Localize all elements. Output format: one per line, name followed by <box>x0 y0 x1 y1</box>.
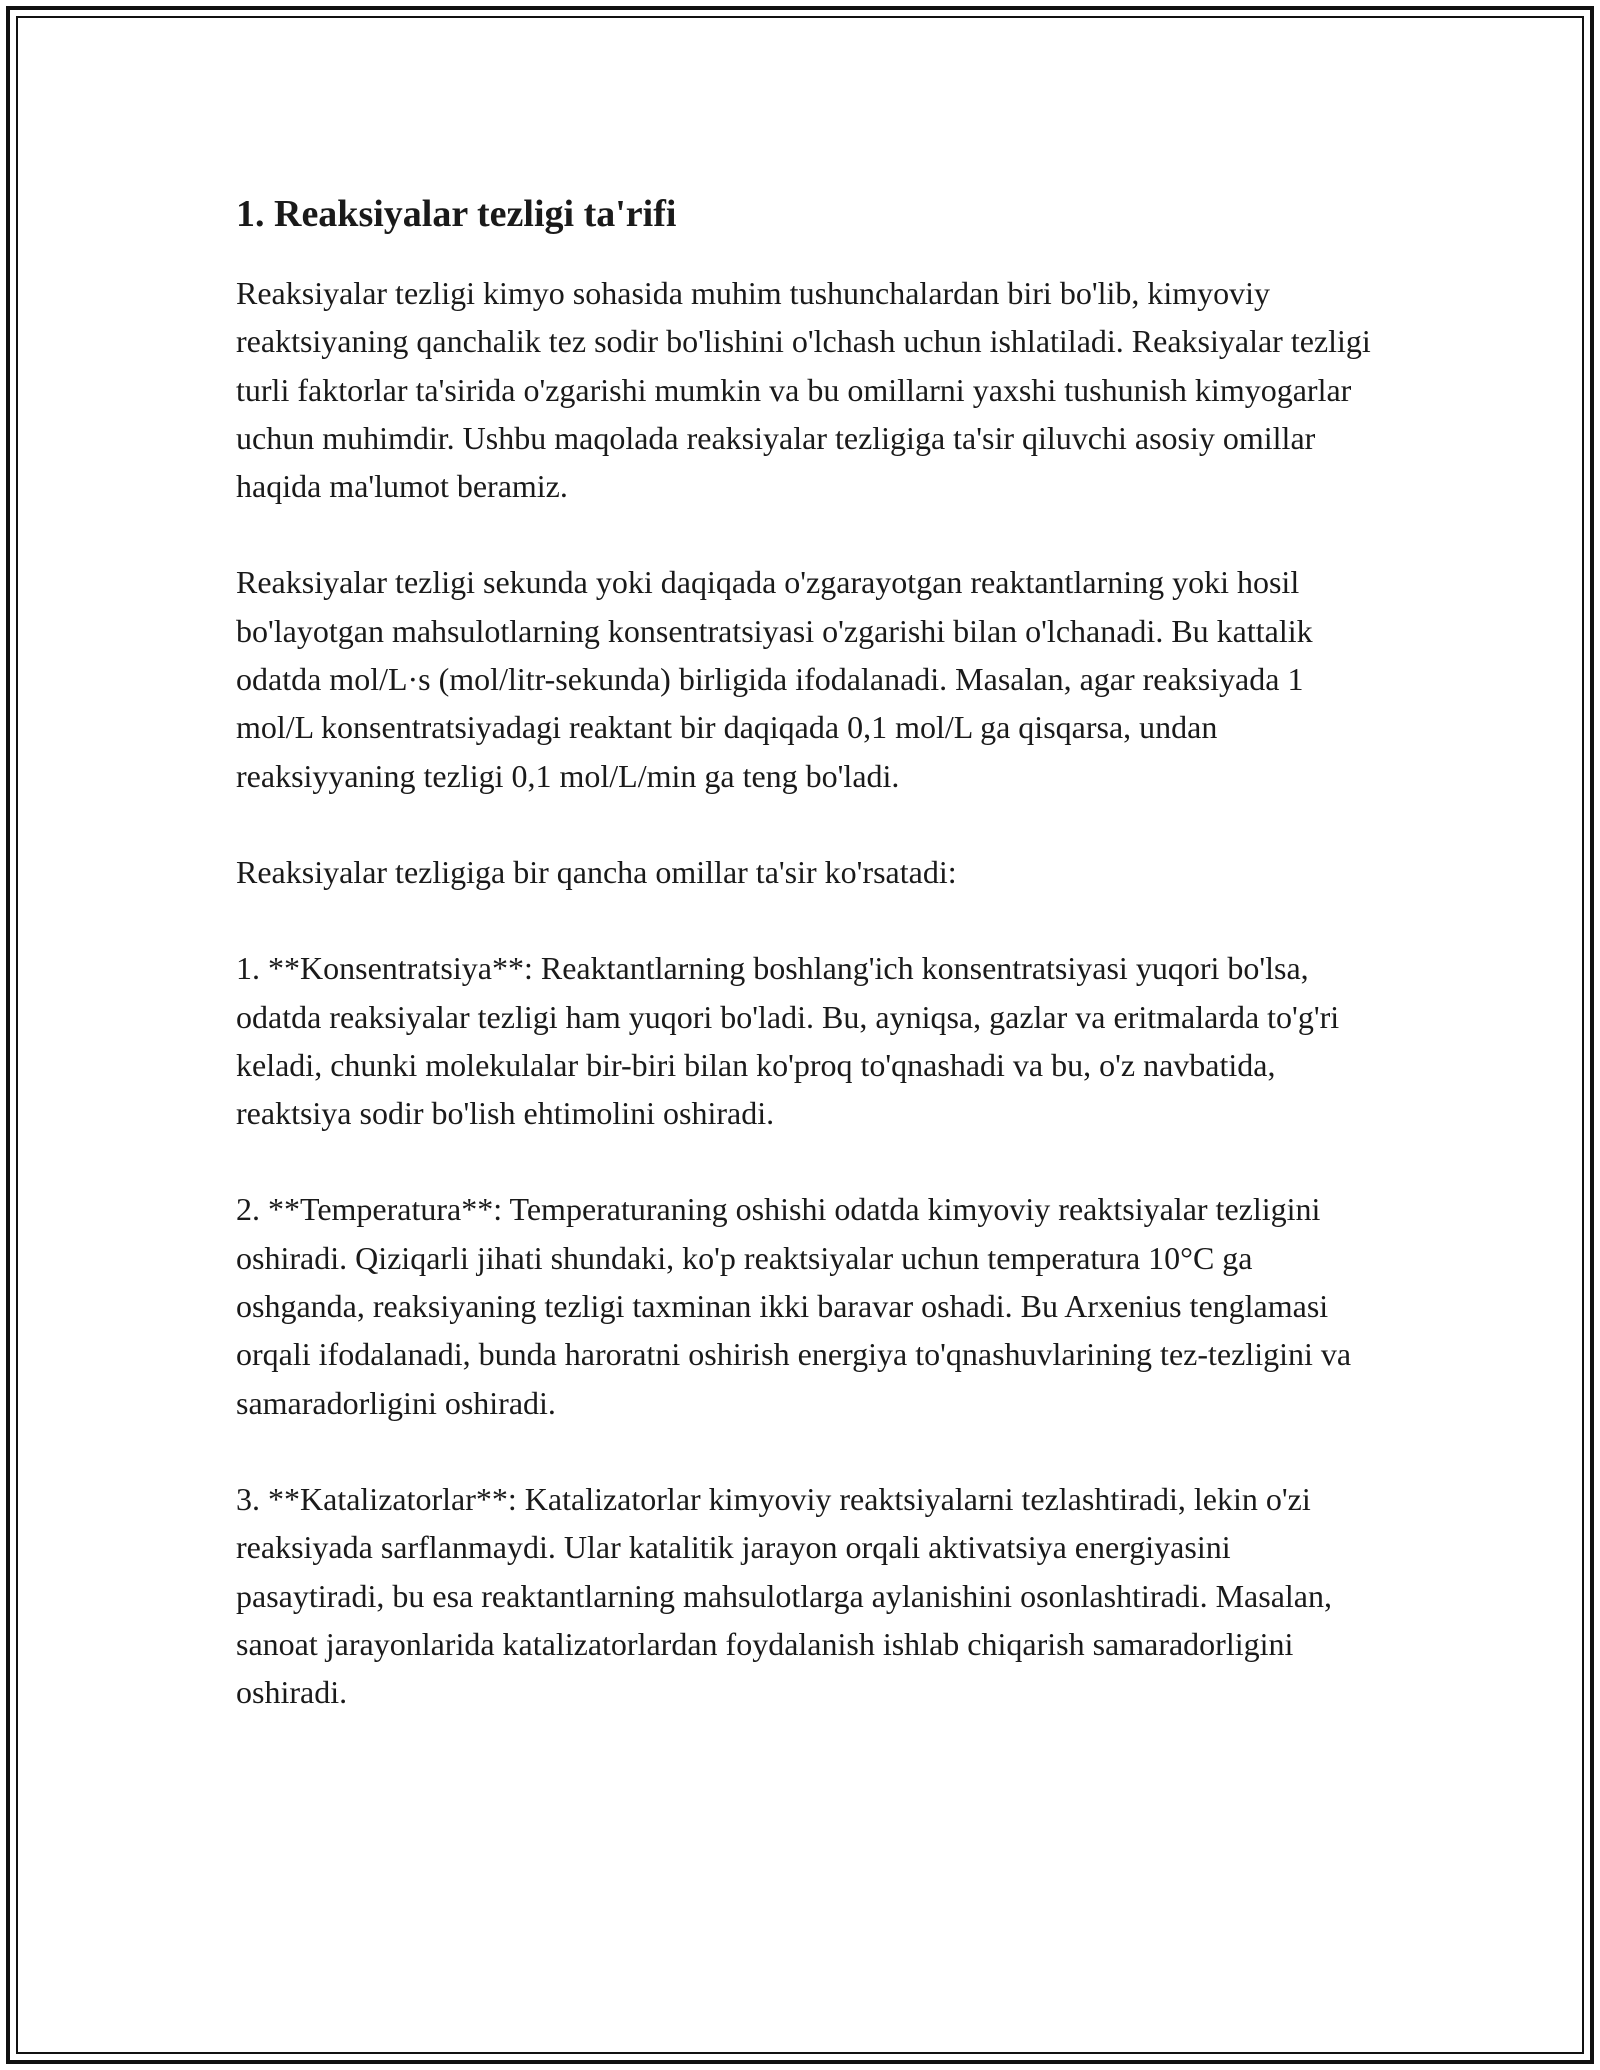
document-body <box>236 185 1376 1716</box>
intro-paragraph: Reaksiyalar tezligi kimyo sohasida muhim tushunchalardan biri bo'lib, kimyoviy reaktsiyaning qanchalik tez sodir bo'lishini o'lchash uchun ishlatiladi. Reaksiyalar tezligi turli faktorlar ta'sirida o'zgarishi mumkin va bu omillarni yaxshi tushunish kimyogarlar uchun muhimdir. Ushbu maqolada reaksiyalar tezligiga ta'sir qiluvchi asosiy omillar haqida ma'lumot beramiz. <box>236 275 1371 505</box>
factor-temperature-paragraph: 2. **Temperatura**: Temperaturaning oshishi odatda kimyoviy reaktsiyalar tezligini oshiradi. Qiziqarli jihati shundaki, ko'p reaktsiyalar uchun temperatura 10°C ga oshganda, reaksiyaning tezligi taxminan ikki baravar oshadi. Bu Arxenius tenglamasi orqali ifodalanadi, bunda haroratni oshirish energiya to'qnashuvlarining tez-tezligini va samaradorligini oshiradi. <box>236 1191 1352 1421</box>
factor-catalysts-paragraph: 3. **Katalizatorlar**: Katalizatorlar kimyoviy reaktsiyalarni tezlashtiradi, lekin o'zi reaksiyada sarflanmaydi. Ular katalitik jarayon orqali aktivatsiya energiyasini pasaytiradi, bu esa reaktantlarning mahsulotlarga aylanishini osonlashtiradi. Masalan, sanoat jarayonlarida katalizatorlardan foydalanish ishlab chiqarish samaradorligini oshiradi. <box>236 1480 1332 1711</box>
factors-intro-paragraph: Reaksiyalar tezligiga bir qancha omillar ta'sir ko'rsatadi: <box>236 853 957 890</box>
factor-concentration-paragraph: 1. **Konsentratsiya**: Reaktantlarning boshlang'ich konsentratsiyasi yuqori bo'lsa, odatda reaksiyalar tezligi ham yuqori bo'ladi. Bu, ayniqsa, gazlar va eritmalarda to'g'ri keladi, chunki molekulalar bir-biri bilan ko'proq to'qnashadi va bu, o'z navbatida, reaktsiya sodir bo'lish ehtimolini oshiradi. <box>236 950 1340 1132</box>
section-heading: 1. Reaksiyalar tezligi ta'rifi <box>236 193 677 235</box>
measurement-paragraph: Reaksiyalar tezligi sekunda yoki daqiqada o'zgarayotgan reaktantlarning yoki hosil bo'layotgan mahsulotlarning konsentratsiyasi o'zgarishi bilan o'lchanadi. Bu kattalik odatda mol/L·s (mol/litr-sekunda) birligida ifodalanadi. Masalan, agar reaksiyada 1 mol/L konsentratsiyadagi reaktant bir daqiqada 0,1 mol/L ga qisqarsa, undan reaksiyyaning tezligi 0,1 mol/L/min ga teng bo'ladi. <box>236 564 1313 794</box>
